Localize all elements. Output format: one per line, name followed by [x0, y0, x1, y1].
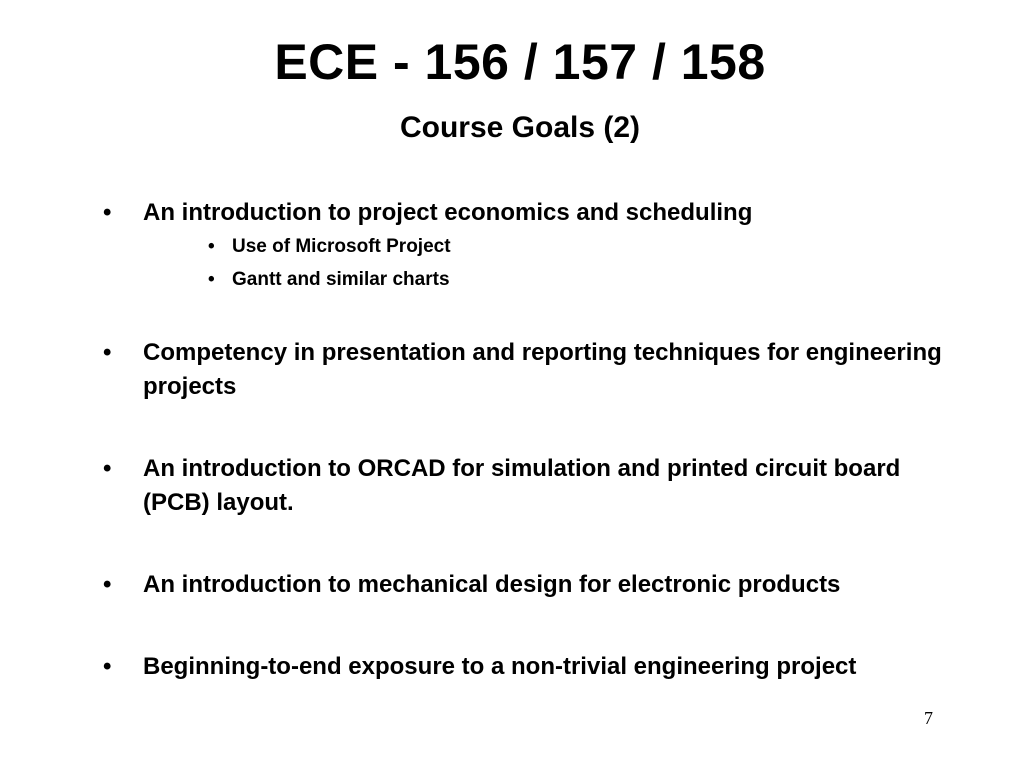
bullet-text: An introduction to mechanical design for electronic products: [143, 571, 841, 598]
bullet-text: An introduction to ORCAD for simulation and printed circuit board (PCB) layout.: [143, 455, 901, 516]
bullet-item: [103, 650, 973, 684]
sub-bullet-text: Gantt and similar charts: [232, 269, 450, 290]
bullet-list: [103, 196, 973, 684]
bullet-item: [103, 452, 973, 520]
bullet-text: An introduction to project economics and scheduling: [143, 199, 753, 226]
bullet-dot-icon: •: [103, 455, 112, 482]
bullet-text: Competency in presentation and reporting techniques for engineering projects: [143, 339, 942, 400]
sub-bullet-dot-icon: •: [208, 269, 215, 290]
bullet-item: [103, 336, 973, 404]
bullet-dot-icon: •: [103, 571, 112, 598]
sub-bullet-dot-icon: •: [208, 236, 215, 257]
bullet-dot-icon: •: [103, 653, 112, 680]
bullet-dot-icon: •: [103, 339, 112, 366]
bullet-text: Beginning-to-end exposure to a non-trivial engineering project: [143, 653, 857, 680]
bullet-item: [103, 196, 973, 296]
page-number: 7: [924, 708, 933, 728]
sub-bullet-item: [208, 230, 973, 263]
sub-bullet-list: [143, 230, 973, 296]
slide-title: ECE - 156 / 157 / 158: [274, 34, 766, 90]
bullet-dot-icon: •: [103, 199, 112, 226]
bullet-item: [103, 568, 973, 602]
sub-bullet-item: [208, 263, 973, 296]
slide-subtitle: Course Goals (2): [399, 111, 641, 144]
sub-bullet-text: Use of Microsoft Project: [232, 236, 451, 257]
